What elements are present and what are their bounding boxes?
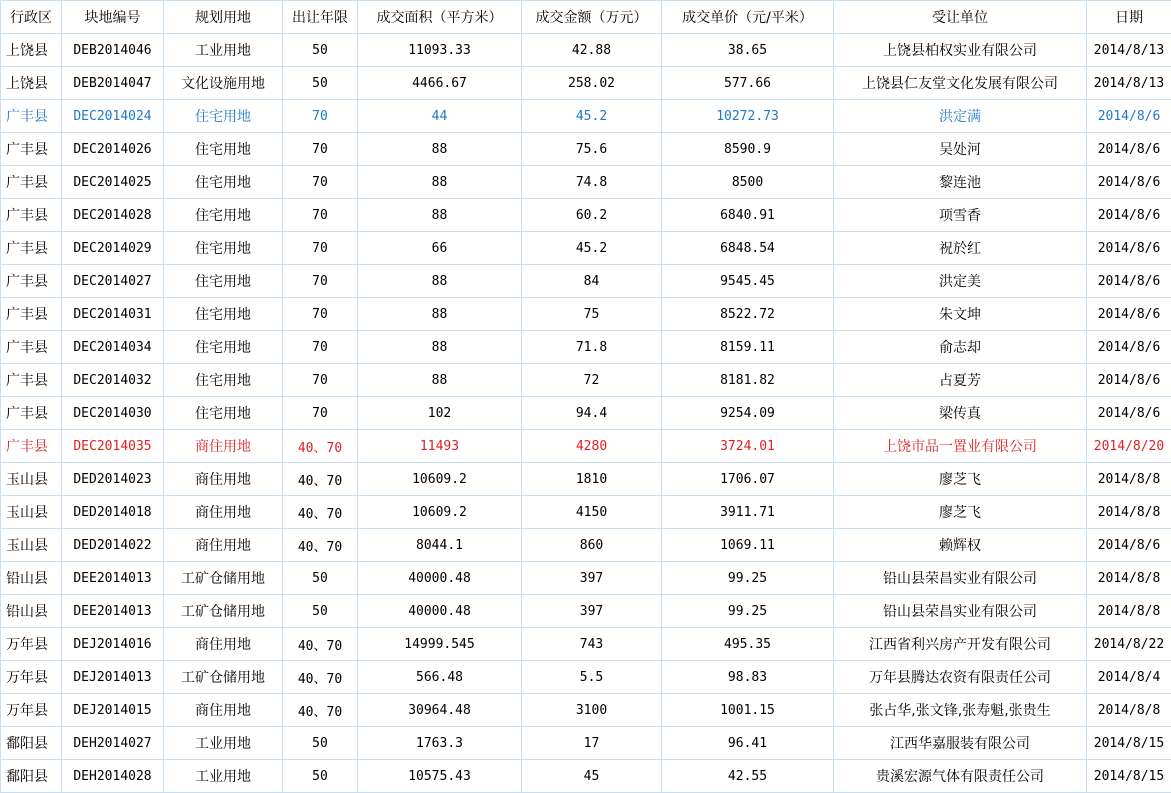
cell-date[interactable]: 2014/8/8: [1087, 496, 1171, 529]
cell-district[interactable]: 广丰县: [1, 199, 62, 232]
header-term-years[interactable]: 出让年限: [283, 1, 358, 34]
cell-district[interactable]: 广丰县: [1, 298, 62, 331]
cell-district[interactable]: 鄱阳县: [1, 727, 62, 760]
cell-date[interactable]: 2014/8/6: [1087, 100, 1171, 133]
cell-area[interactable]: 88: [358, 364, 522, 397]
cell-land-use[interactable]: 商住用地: [164, 529, 283, 562]
cell-term-years[interactable]: 50: [283, 760, 358, 793]
cell-date[interactable]: 2014/8/8: [1087, 694, 1171, 727]
cell-land-use[interactable]: 住宅用地: [164, 199, 283, 232]
cell-plot-number[interactable]: DEC2014026: [62, 133, 164, 166]
cell-land-use[interactable]: 住宅用地: [164, 265, 283, 298]
cell-buyer[interactable]: 上饶市品一置业有限公司: [834, 430, 1087, 463]
table-row: [1, 232, 1171, 265]
cell-unit-price[interactable]: 9254.09: [662, 397, 834, 430]
cell-land-use[interactable]: 住宅用地: [164, 133, 283, 166]
cell-amount[interactable]: 74.8: [522, 166, 662, 199]
cell-land-use[interactable]: 住宅用地: [164, 397, 283, 430]
cell-amount[interactable]: 45: [522, 760, 662, 793]
cell-term-years[interactable]: 70: [283, 364, 358, 397]
cell-buyer[interactable]: 祝於红: [834, 232, 1087, 265]
cell-plot-number[interactable]: DED2014018: [62, 496, 164, 529]
cell-amount[interactable]: 397: [522, 562, 662, 595]
cell-amount[interactable]: 45.2: [522, 100, 662, 133]
cell-district[interactable]: 广丰县: [1, 265, 62, 298]
cell-district[interactable]: 广丰县: [1, 331, 62, 364]
cell-land-use[interactable]: 商住用地: [164, 463, 283, 496]
cell-unit-price[interactable]: 3724.01: [662, 430, 834, 463]
cell-buyer[interactable]: 廖芝飞: [834, 463, 1087, 496]
cell-land-use[interactable]: 工矿仓储用地: [164, 595, 283, 628]
cell-date[interactable]: 2014/8/20: [1087, 430, 1171, 463]
cell-date[interactable]: 2014/8/4: [1087, 661, 1171, 694]
cell-term-years[interactable]: 70: [283, 166, 358, 199]
cell-term-years[interactable]: 50: [283, 727, 358, 760]
table-row: [1, 628, 1171, 661]
cell-district[interactable]: 万年县: [1, 661, 62, 694]
cell-unit-price[interactable]: 8159.11: [662, 331, 834, 364]
cell-plot-number[interactable]: DEC2014035: [62, 430, 164, 463]
header-row: [1, 1, 1171, 34]
cell-term-years[interactable]: 70: [283, 232, 358, 265]
cell-land-use[interactable]: 工业用地: [164, 727, 283, 760]
cell-plot-number[interactable]: DEE2014013: [62, 595, 164, 628]
cell-area[interactable]: 88: [358, 166, 522, 199]
cell-land-use[interactable]: 住宅用地: [164, 166, 283, 199]
cell-unit-price[interactable]: 98.83: [662, 661, 834, 694]
cell-area[interactable]: 4466.67: [358, 67, 522, 100]
cell-unit-price[interactable]: 38.65: [662, 34, 834, 67]
cell-unit-price[interactable]: 8590.9: [662, 133, 834, 166]
cell-unit-price[interactable]: 96.41: [662, 727, 834, 760]
cell-amount[interactable]: 75: [522, 298, 662, 331]
cell-buyer[interactable]: 廖芝飞: [834, 496, 1087, 529]
cell-plot-number[interactable]: DEJ2014015: [62, 694, 164, 727]
cell-date[interactable]: 2014/8/6: [1087, 331, 1171, 364]
cell-land-use[interactable]: 工业用地: [164, 34, 283, 67]
cell-area[interactable]: 10609.2: [358, 463, 522, 496]
cell-amount[interactable]: 45.2: [522, 232, 662, 265]
cell-term-years[interactable]: 70: [283, 265, 358, 298]
cell-buyer[interactable]: 万年县腾达农资有限责任公司: [834, 661, 1087, 694]
cell-term-years[interactable]: 40、70: [283, 529, 358, 562]
cell-area[interactable]: 40000.48: [358, 595, 522, 628]
cell-land-use[interactable]: 住宅用地: [164, 364, 283, 397]
cell-area[interactable]: 88: [358, 199, 522, 232]
cell-land-use[interactable]: 商住用地: [164, 694, 283, 727]
table-body: [1, 34, 1171, 793]
cell-amount[interactable]: 3100: [522, 694, 662, 727]
cell-buyer[interactable]: 占夏芳: [834, 364, 1087, 397]
cell-buyer[interactable]: 铅山县荣昌实业有限公司: [834, 595, 1087, 628]
cell-amount[interactable]: 397: [522, 595, 662, 628]
cell-amount[interactable]: 258.02: [522, 67, 662, 100]
cell-date[interactable]: 2014/8/6: [1087, 397, 1171, 430]
cell-unit-price[interactable]: 99.25: [662, 562, 834, 595]
cell-amount[interactable]: 4280: [522, 430, 662, 463]
cell-buyer[interactable]: 项雪香: [834, 199, 1087, 232]
cell-area[interactable]: 30964.48: [358, 694, 522, 727]
cell-district[interactable]: 广丰县: [1, 133, 62, 166]
cell-unit-price[interactable]: 10272.73: [662, 100, 834, 133]
cell-unit-price[interactable]: 3911.71: [662, 496, 834, 529]
cell-area[interactable]: 11493: [358, 430, 522, 463]
cell-plot-number[interactable]: DEJ2014016: [62, 628, 164, 661]
cell-plot-number[interactable]: DEB2014047: [62, 67, 164, 100]
cell-buyer[interactable]: 洪定满: [834, 100, 1087, 133]
cell-area[interactable]: 10609.2: [358, 496, 522, 529]
cell-date[interactable]: 2014/8/13: [1087, 67, 1171, 100]
table-row: [1, 595, 1171, 628]
table-row: [1, 67, 1171, 100]
table-row: [1, 562, 1171, 595]
header-land-use[interactable]: 规划用地: [164, 1, 283, 34]
cell-district[interactable]: 上饶县: [1, 67, 62, 100]
table-row: [1, 727, 1171, 760]
cell-term-years[interactable]: 70: [283, 331, 358, 364]
table-row: [1, 694, 1171, 727]
cell-term-years[interactable]: 50: [283, 562, 358, 595]
table-row: [1, 331, 1171, 364]
cell-unit-price[interactable]: 495.35: [662, 628, 834, 661]
cell-plot-number[interactable]: DEC2014024: [62, 100, 164, 133]
cell-amount[interactable]: 84: [522, 265, 662, 298]
cell-term-years[interactable]: 70: [283, 100, 358, 133]
cell-district[interactable]: 广丰县: [1, 100, 62, 133]
cell-plot-number[interactable]: DED2014023: [62, 463, 164, 496]
cell-district[interactable]: 广丰县: [1, 232, 62, 265]
cell-unit-price[interactable]: 6840.91: [662, 199, 834, 232]
cell-plot-number[interactable]: DEC2014027: [62, 265, 164, 298]
cell-buyer[interactable]: 铅山县荣昌实业有限公司: [834, 562, 1087, 595]
cell-buyer[interactable]: 张占华,张文锋,张寿魁,张贵生: [834, 694, 1087, 727]
cell-area[interactable]: 1763.3: [358, 727, 522, 760]
cell-area[interactable]: 10575.43: [358, 760, 522, 793]
cell-buyer[interactable]: 贵溪宏源气体有限责任公司: [834, 760, 1087, 793]
cell-area[interactable]: 44: [358, 100, 522, 133]
cell-amount[interactable]: 4150: [522, 496, 662, 529]
cell-district[interactable]: 广丰县: [1, 166, 62, 199]
cell-district[interactable]: 万年县: [1, 694, 62, 727]
cell-amount[interactable]: 743: [522, 628, 662, 661]
table-row: [1, 34, 1171, 67]
cell-land-use[interactable]: 工矿仓储用地: [164, 661, 283, 694]
cell-area[interactable]: 66: [358, 232, 522, 265]
cell-unit-price[interactable]: 577.66: [662, 67, 834, 100]
cell-term-years[interactable]: 40、70: [283, 628, 358, 661]
cell-amount[interactable]: 71.8: [522, 331, 662, 364]
cell-plot-number[interactable]: DEC2014030: [62, 397, 164, 430]
cell-plot-number[interactable]: DEC2014034: [62, 331, 164, 364]
header-buyer[interactable]: 受让单位: [834, 1, 1087, 34]
table-row: [1, 364, 1171, 397]
cell-area[interactable]: 14999.545: [358, 628, 522, 661]
cell-date[interactable]: 2014/8/8: [1087, 595, 1171, 628]
table-row: [1, 133, 1171, 166]
cell-land-use[interactable]: 商住用地: [164, 430, 283, 463]
cell-buyer[interactable]: 俞志却: [834, 331, 1087, 364]
cell-plot-number[interactable]: DEC2014025: [62, 166, 164, 199]
table-row: [1, 463, 1171, 496]
cell-buyer[interactable]: 吴处河: [834, 133, 1087, 166]
cell-term-years[interactable]: 40、70: [283, 661, 358, 694]
cell-date[interactable]: 2014/8/22: [1087, 628, 1171, 661]
cell-date[interactable]: 2014/8/13: [1087, 34, 1171, 67]
cell-term-years[interactable]: 40、70: [283, 463, 358, 496]
cell-amount[interactable]: 42.88: [522, 34, 662, 67]
cell-plot-number[interactable]: DEC2014028: [62, 199, 164, 232]
cell-area[interactable]: 8044.1: [358, 529, 522, 562]
cell-district[interactable]: 铅山县: [1, 562, 62, 595]
cell-district[interactable]: 广丰县: [1, 364, 62, 397]
cell-buyer[interactable]: 洪定美: [834, 265, 1087, 298]
cell-amount[interactable]: 860: [522, 529, 662, 562]
cell-land-use[interactable]: 住宅用地: [164, 298, 283, 331]
cell-district[interactable]: 万年县: [1, 628, 62, 661]
table-row: [1, 430, 1171, 463]
cell-unit-price[interactable]: 8522.72: [662, 298, 834, 331]
cell-district[interactable]: 铅山县: [1, 595, 62, 628]
cell-date[interactable]: 2014/8/6: [1087, 133, 1171, 166]
cell-plot-number[interactable]: DEH2014027: [62, 727, 164, 760]
cell-amount[interactable]: 75.6: [522, 133, 662, 166]
cell-area[interactable]: 11093.33: [358, 34, 522, 67]
cell-date[interactable]: 2014/8/6: [1087, 298, 1171, 331]
header-date[interactable]: 日期: [1087, 1, 1171, 34]
cell-plot-number[interactable]: DEC2014031: [62, 298, 164, 331]
cell-buyer[interactable]: 梁传真: [834, 397, 1087, 430]
cell-plot-number[interactable]: DED2014022: [62, 529, 164, 562]
cell-unit-price[interactable]: 9545.45: [662, 265, 834, 298]
cell-land-use[interactable]: 住宅用地: [164, 100, 283, 133]
cell-amount[interactable]: 60.2: [522, 199, 662, 232]
cell-unit-price[interactable]: 1069.11: [662, 529, 834, 562]
cell-land-use[interactable]: 工矿仓储用地: [164, 562, 283, 595]
cell-amount[interactable]: 5.5: [522, 661, 662, 694]
cell-land-use[interactable]: 住宅用地: [164, 331, 283, 364]
cell-land-use[interactable]: 住宅用地: [164, 232, 283, 265]
table-row: [1, 265, 1171, 298]
cell-term-years[interactable]: 40、70: [283, 496, 358, 529]
table-row: [1, 298, 1171, 331]
cell-area[interactable]: 88: [358, 298, 522, 331]
table-row: [1, 100, 1171, 133]
table-row: [1, 199, 1171, 232]
cell-plot-number[interactable]: DEC2014032: [62, 364, 164, 397]
cell-date[interactable]: 2014/8/8: [1087, 463, 1171, 496]
cell-term-years[interactable]: 50: [283, 34, 358, 67]
cell-unit-price[interactable]: 1706.07: [662, 463, 834, 496]
cell-date[interactable]: 2014/8/15: [1087, 727, 1171, 760]
cell-district[interactable]: 玉山县: [1, 496, 62, 529]
cell-unit-price[interactable]: 8181.82: [662, 364, 834, 397]
cell-land-use[interactable]: 商住用地: [164, 496, 283, 529]
cell-buyer[interactable]: 黎连池: [834, 166, 1087, 199]
cell-district[interactable]: 玉山县: [1, 463, 62, 496]
header-unit-price[interactable]: 成交单价（元/平米）: [662, 1, 834, 34]
cell-unit-price[interactable]: 99.25: [662, 595, 834, 628]
cell-date[interactable]: 2014/8/6: [1087, 199, 1171, 232]
cell-date[interactable]: 2014/8/15: [1087, 760, 1171, 793]
cell-district[interactable]: 鄱阳县: [1, 760, 62, 793]
cell-term-years[interactable]: 70: [283, 133, 358, 166]
cell-buyer[interactable]: 赖辉权: [834, 529, 1087, 562]
cell-unit-price[interactable]: 6848.54: [662, 232, 834, 265]
table-row: [1, 760, 1171, 793]
table-row: [1, 529, 1171, 562]
cell-buyer[interactable]: 江西华嘉服装有限公司: [834, 727, 1087, 760]
cell-unit-price[interactable]: 8500: [662, 166, 834, 199]
cell-district[interactable]: 广丰县: [1, 397, 62, 430]
cell-amount[interactable]: 72: [522, 364, 662, 397]
cell-area[interactable]: 88: [358, 133, 522, 166]
cell-buyer[interactable]: 朱文坤: [834, 298, 1087, 331]
cell-area[interactable]: 566.48: [358, 661, 522, 694]
header-amount[interactable]: 成交金额（万元）: [522, 1, 662, 34]
header-area[interactable]: 成交面积（平方米）: [358, 1, 522, 34]
header-district[interactable]: 行政区: [1, 1, 62, 34]
cell-district[interactable]: 玉山县: [1, 529, 62, 562]
cell-area[interactable]: 102: [358, 397, 522, 430]
cell-term-years[interactable]: 40、70: [283, 430, 358, 463]
cell-area[interactable]: 88: [358, 265, 522, 298]
cell-term-years[interactable]: 50: [283, 595, 358, 628]
cell-plot-number[interactable]: DEE2014013: [62, 562, 164, 595]
cell-land-use[interactable]: 文化设施用地: [164, 67, 283, 100]
cell-buyer[interactable]: 上饶县仁友堂文化发展有限公司: [834, 67, 1087, 100]
cell-land-use[interactable]: 工业用地: [164, 760, 283, 793]
cell-plot-number[interactable]: DEB2014046: [62, 34, 164, 67]
cell-amount[interactable]: 94.4: [522, 397, 662, 430]
table-row: [1, 166, 1171, 199]
table-row: [1, 496, 1171, 529]
cell-unit-price[interactable]: 1001.15: [662, 694, 834, 727]
cell-term-years[interactable]: 70: [283, 199, 358, 232]
table-row: [1, 661, 1171, 694]
cell-date[interactable]: 2014/8/8: [1087, 562, 1171, 595]
cell-district[interactable]: 上饶县: [1, 34, 62, 67]
header-plot-number[interactable]: 块地编号: [62, 1, 164, 34]
cell-term-years[interactable]: 50: [283, 67, 358, 100]
cell-plot-number[interactable]: DEH2014028: [62, 760, 164, 793]
cell-unit-price[interactable]: 42.55: [662, 760, 834, 793]
cell-buyer[interactable]: 上饶县柏权实业有限公司: [834, 34, 1087, 67]
cell-term-years[interactable]: 70: [283, 397, 358, 430]
cell-area[interactable]: 40000.48: [358, 562, 522, 595]
cell-district[interactable]: 广丰县: [1, 430, 62, 463]
cell-buyer[interactable]: 江西省利兴房产开发有限公司: [834, 628, 1087, 661]
cell-term-years[interactable]: 40、70: [283, 694, 358, 727]
cell-date[interactable]: 2014/8/6: [1087, 166, 1171, 199]
table-row: [1, 397, 1171, 430]
cell-amount[interactable]: 1810: [522, 463, 662, 496]
cell-date[interactable]: 2014/8/6: [1087, 232, 1171, 265]
cell-term-years[interactable]: 70: [283, 298, 358, 331]
cell-plot-number[interactable]: DEJ2014013: [62, 661, 164, 694]
cell-land-use[interactable]: 商住用地: [164, 628, 283, 661]
cell-area[interactable]: 88: [358, 331, 522, 364]
cell-date[interactable]: 2014/8/6: [1087, 265, 1171, 298]
cell-amount[interactable]: 17: [522, 727, 662, 760]
cell-date[interactable]: 2014/8/6: [1087, 529, 1171, 562]
cell-plot-number[interactable]: DEC2014029: [62, 232, 164, 265]
cell-date[interactable]: 2014/8/6: [1087, 364, 1171, 397]
